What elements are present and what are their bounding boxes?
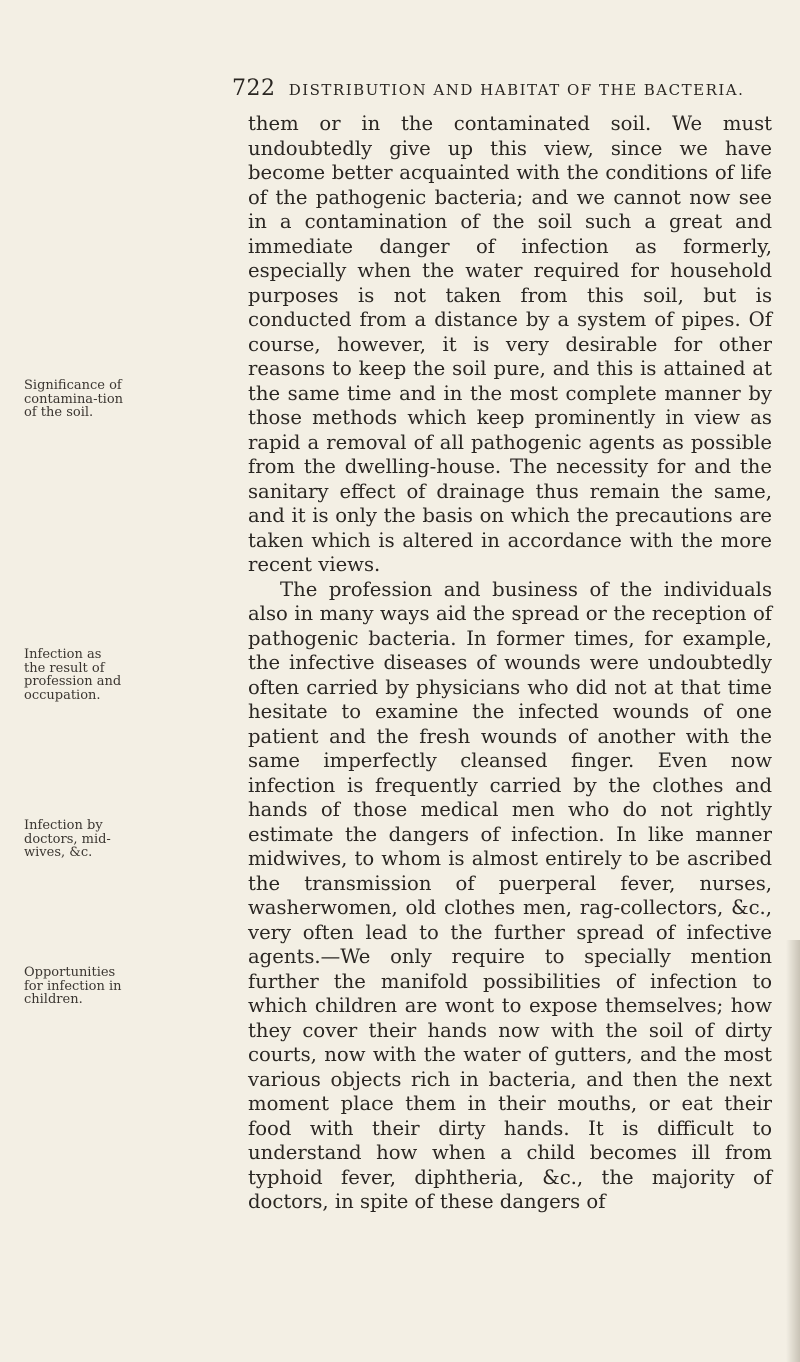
margin-note-profession: Infection as the result of profession and occupation. (24, 647, 122, 703)
running-header (232, 76, 780, 101)
margin-note-doctors: Infection by doctors, mid-wives, &c. (24, 818, 111, 860)
page-number: 722 (232, 76, 276, 101)
body-text (248, 112, 772, 1215)
paragraph-1: them or in the contaminated soil. We must undoubtedly give up this view, since we have become better acquainted with the conditions of life of the pathogenic bacteria; and we cannot now see in a contamination of the soil such a great and immediate danger of infection as formerly, especially when the water required for household purposes is not taken from this soil, but is conducted from a distance by a system of pipes. Of course, however, it is very desirable for other reasons to keep the soil pure, and this is attained at the same time and in the most complete manner by those methods which keep prominently in view as rapid a removal of all pathogenic agents as possible from the dwelling-house. The necessity for and the sanitary effect of drainage thus remain the same, and it is only the basis on which the precautions are taken which is altered in accordance with the more recent views. (248, 112, 772, 576)
paragraph-2: The profession and business of the individuals also in many ways aid the spread or the reception of pathogenic bacteria. In former times, for example, the infective diseases of wounds were undoubtedly often carried by physicians who did not at that time hesitate to examine the infected wounds of one patient and the fresh wounds of another with the same imperfectly cleansed finger. Even now infection is frequently carried by the clothes and hands of those medical men who do not rightly estimate the dangers of infection. In like manner midwives, to whom is almost entirely to be ascribed the transmission of puerperal fever, nurses, washerwomen, old clothes men, rag-collectors, &c., very often lead to the further spread of infective agents.—We only require to specially mention further the manifold possibilities of infection to which children are wont to expose themselves; how they cover their hands now with the soil of dirty courts, now with the water of gutters, and the most various objects rich in bacteria, and then the next moment place them in their mouths, or eat their food with their dirty hands. It is difficult to understand how when a child becomes ill from typhoid fever, diphtheria, &c., the majority of doctors, in spite of these dangers of (248, 577, 772, 1213)
page-edge-shadow (786, 940, 800, 1362)
margin-note-children: Opportunities for infection in children. (24, 965, 122, 1007)
margin-note-soil: Significance of contamina-tion of the soil. (24, 378, 124, 420)
running-title: DISTRIBUTION AND HABITAT OF THE BACTERIA. (288, 81, 745, 99)
